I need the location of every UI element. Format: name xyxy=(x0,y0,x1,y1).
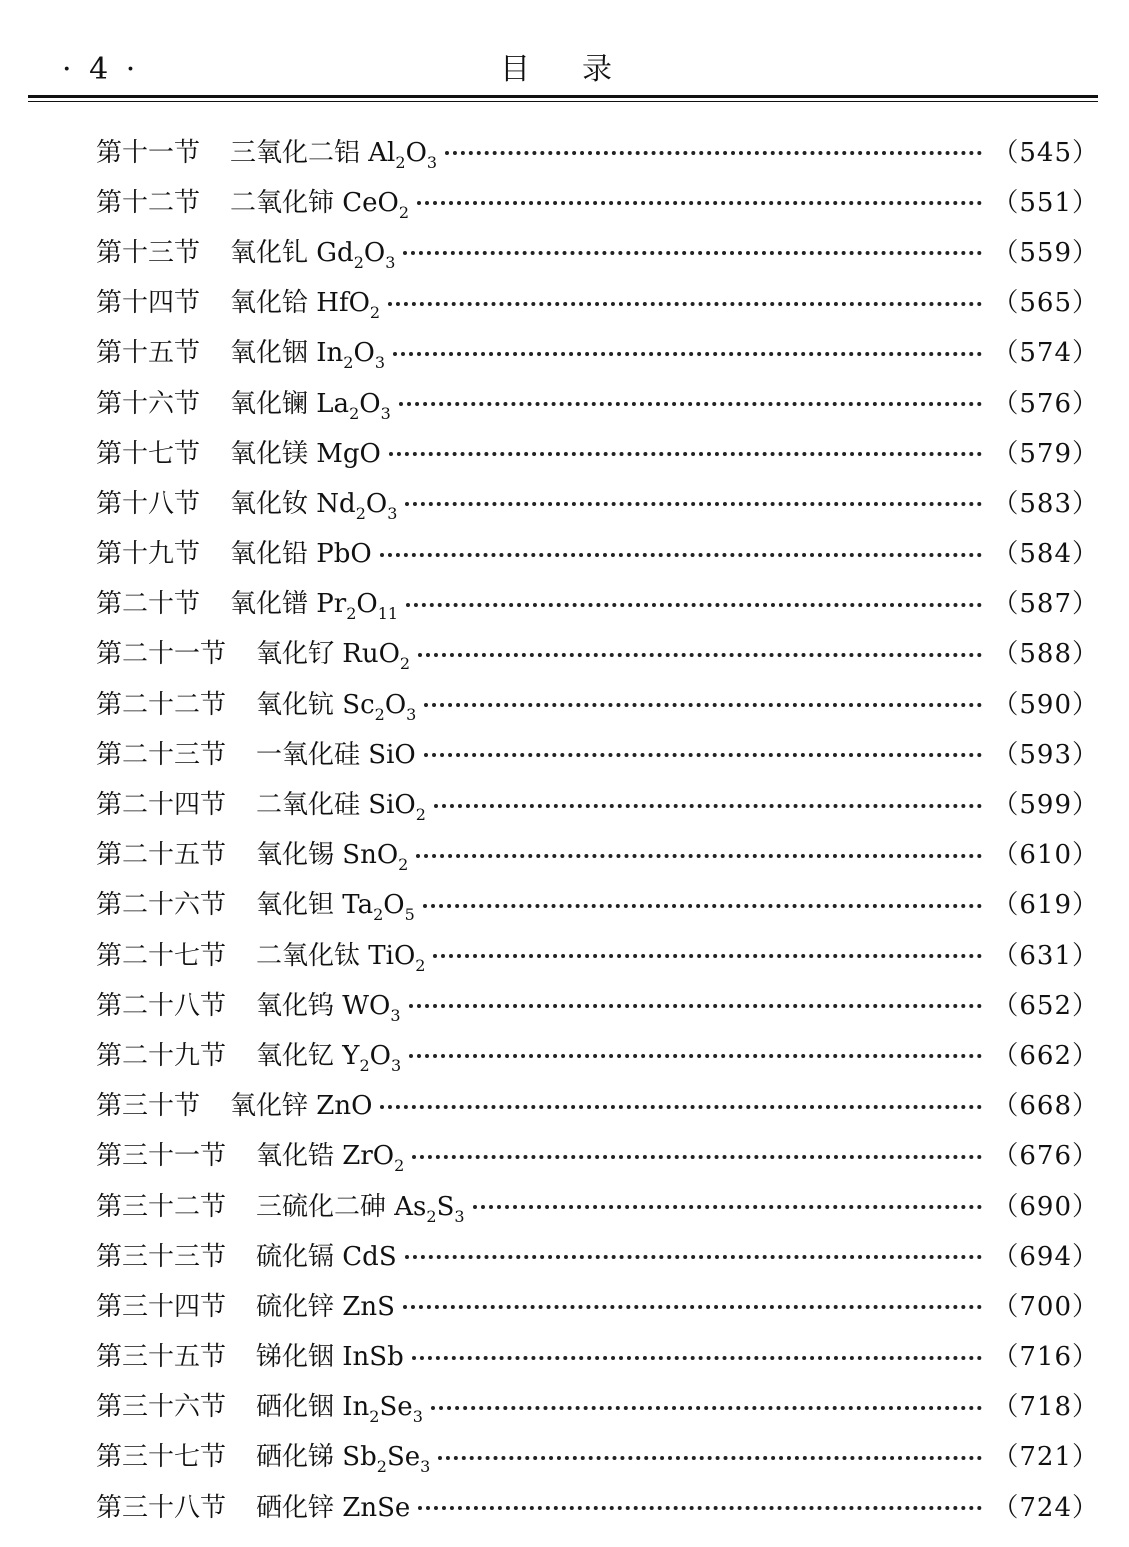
toc-dot-leader xyxy=(409,1054,982,1058)
page-number: · 4 · xyxy=(62,52,140,87)
toc-page-number: （652） xyxy=(992,990,1099,1021)
toc-entry[interactable] xyxy=(0,978,1129,1028)
toc-section-title: 二氧化硅 SiO$_2$ xyxy=(256,790,426,825)
toc-section-title: 硫化镉 CdS xyxy=(256,1241,397,1272)
toc-section-title: 三硫化二砷 $As_2S_3$ xyxy=(256,1191,465,1226)
toc-section-title: 一氧化硅 SiO xyxy=(256,739,416,770)
toc-section-title: 氧化钽 $Ta_2O_5$ xyxy=(256,890,415,925)
toc-page-number: （662） xyxy=(992,1040,1099,1071)
toc-entry[interactable] xyxy=(0,476,1129,526)
toc-entry[interactable] xyxy=(0,125,1129,175)
table-of-contents xyxy=(0,125,1129,1530)
page-header xyxy=(0,0,1129,100)
toc-page-number: （631） xyxy=(992,940,1099,971)
toc-section-number: 第二十四节 xyxy=(96,790,227,821)
toc-section-number: 第二十二节 xyxy=(96,689,227,720)
toc-page-number: （588） xyxy=(992,639,1099,670)
toc-section-title: 氧化镨 $Pr_2O_{11}$ xyxy=(230,589,399,624)
toc-section-number: 第十一节 xyxy=(96,137,201,168)
toc-page-number: （593） xyxy=(992,739,1099,770)
toc-dot-leader xyxy=(412,1155,982,1159)
toc-entry[interactable] xyxy=(0,1330,1129,1380)
toc-page-number: （587） xyxy=(992,589,1099,620)
toc-entry[interactable] xyxy=(0,1179,1129,1229)
toc-page-number: （724） xyxy=(992,1492,1099,1523)
toc-dot-leader xyxy=(424,703,982,707)
toc-page-number: （559） xyxy=(992,237,1099,268)
toc-dot-leader xyxy=(433,954,982,958)
toc-entry[interactable] xyxy=(0,276,1129,326)
toc-page-number: （676） xyxy=(992,1141,1099,1172)
toc-page-number: （700） xyxy=(992,1291,1099,1322)
toc-section-title: 氧化锆 ZrO$_2$ xyxy=(256,1141,405,1176)
toc-section-number: 第三十一节 xyxy=(96,1141,227,1172)
toc-page-number: （721） xyxy=(992,1442,1099,1473)
toc-dot-leader xyxy=(424,753,983,757)
toc-entry[interactable] xyxy=(0,577,1129,627)
toc-entry[interactable] xyxy=(0,1129,1129,1179)
toc-page-number: （599） xyxy=(992,790,1099,821)
toc-dot-leader xyxy=(445,151,982,155)
toc-section-number: 第十六节 xyxy=(96,388,201,419)
toc-section-title: 硒化铟 $In_2Se_3$ xyxy=(256,1392,423,1427)
toc-section-number: 第二十八节 xyxy=(96,990,227,1021)
toc-entry[interactable] xyxy=(0,376,1129,426)
toc-section-title: 氧化铅 PbO xyxy=(230,539,372,570)
toc-section-title: 二氧化钛 TiO$_2$ xyxy=(256,940,426,975)
toc-entry[interactable] xyxy=(0,828,1129,878)
toc-page-number: （694） xyxy=(992,1241,1099,1272)
toc-page-number: （610） xyxy=(992,840,1099,871)
toc-entry[interactable] xyxy=(0,727,1129,777)
toc-section-number: 第三十二节 xyxy=(96,1191,227,1222)
toc-section-number: 第二十六节 xyxy=(96,890,227,921)
toc-page-number: （584） xyxy=(992,539,1099,570)
toc-entry[interactable] xyxy=(0,1279,1129,1329)
toc-page-number: （690） xyxy=(992,1191,1099,1222)
toc-section-number: 第二十一节 xyxy=(96,639,227,670)
toc-dot-leader xyxy=(388,302,982,306)
toc-page-number: （718） xyxy=(992,1392,1099,1423)
toc-section-title: 三氧化二铝 $Al_2O_3$ xyxy=(230,137,438,172)
toc-page-number: （576） xyxy=(992,388,1099,419)
toc-entry[interactable] xyxy=(0,527,1129,577)
toc-section-number: 第三十七节 xyxy=(96,1442,227,1473)
toc-section-number: 第十四节 xyxy=(96,288,201,319)
toc-section-number: 第二十五节 xyxy=(96,840,227,871)
toc-dot-leader xyxy=(405,502,982,506)
toc-dot-leader xyxy=(409,1004,983,1008)
toc-section-title: 氧化镁 MgO xyxy=(230,438,381,469)
toc-section-number: 第二十九节 xyxy=(96,1040,227,1071)
toc-entry[interactable] xyxy=(0,677,1129,727)
toc-dot-leader xyxy=(403,1305,982,1309)
toc-entry[interactable] xyxy=(0,175,1129,225)
toc-section-title: 氧化锡 SnO$_2$ xyxy=(256,840,409,875)
toc-section-title: 氧化钕 $Nd_2O_3$ xyxy=(230,488,398,523)
toc-page-number: （619） xyxy=(992,890,1099,921)
toc-section-number: 第三十八节 xyxy=(96,1492,227,1523)
toc-dot-leader xyxy=(438,1456,982,1460)
toc-section-title: 硒化锌 ZnSe xyxy=(256,1492,411,1523)
toc-dot-leader xyxy=(423,904,983,908)
toc-section-number: 第二十三节 xyxy=(96,739,227,770)
toc-entry[interactable] xyxy=(0,326,1129,376)
toc-page-number: （579） xyxy=(992,438,1099,469)
running-title: 目录 xyxy=(500,52,664,87)
header-rule-thin xyxy=(28,101,1098,102)
toc-dot-leader xyxy=(431,1406,982,1410)
toc-dot-leader xyxy=(380,553,983,557)
toc-section-title: 氧化钆 $Gd_2O_3$ xyxy=(230,237,396,272)
toc-section-title: 氧化铪 HfO$_2$ xyxy=(230,288,381,323)
toc-page-number: （551） xyxy=(992,187,1099,218)
toc-section-number: 第三十三节 xyxy=(96,1241,227,1272)
header-rule-thick xyxy=(28,95,1098,98)
toc-section-title: 氧化钨 $WO_3$ xyxy=(256,990,401,1025)
toc-section-number: 第三十五节 xyxy=(96,1342,227,1373)
toc-entry[interactable] xyxy=(0,1079,1129,1129)
toc-page-number: （565） xyxy=(992,288,1099,319)
toc-dot-leader xyxy=(418,1506,982,1510)
toc-entry[interactable] xyxy=(0,1028,1129,1078)
toc-section-title: 氧化钇 $Y_2O_3$ xyxy=(256,1040,402,1075)
toc-page-number: （545） xyxy=(992,137,1099,168)
toc-section-number: 第十九节 xyxy=(96,539,201,570)
toc-page-number: （590） xyxy=(992,689,1099,720)
toc-section-title: 氧化钪 $Sc_2O_3$ xyxy=(256,689,417,724)
toc-dot-leader xyxy=(417,201,982,205)
toc-section-title: 硒化锑 $Sb_2Se_3$ xyxy=(256,1442,431,1477)
toc-section-title: 氧化钌 RuO$_2$ xyxy=(256,639,411,674)
toc-section-number: 第十二节 xyxy=(96,187,201,218)
toc-section-title: 氧化铟 $In_2O_3$ xyxy=(230,338,385,373)
toc-entry[interactable] xyxy=(0,426,1129,476)
toc-dot-leader xyxy=(412,1356,983,1360)
toc-section-number: 第三十六节 xyxy=(96,1392,227,1423)
toc-dot-leader xyxy=(434,804,982,808)
toc-entry[interactable] xyxy=(0,1430,1129,1480)
toc-dot-leader xyxy=(416,854,982,858)
toc-entry[interactable] xyxy=(0,627,1129,677)
toc-section-number: 第十八节 xyxy=(96,488,201,519)
toc-entry[interactable] xyxy=(0,777,1129,827)
toc-section-number: 第二十节 xyxy=(96,589,201,620)
toc-section-title: 氧化锌 ZnO xyxy=(230,1091,373,1122)
toc-dot-leader xyxy=(393,352,982,356)
toc-page-number: （716） xyxy=(992,1342,1099,1373)
toc-dot-leader xyxy=(403,251,982,255)
toc-section-title: 锑化铟 InSb xyxy=(256,1342,404,1373)
toc-section-number: 第十五节 xyxy=(96,338,201,369)
toc-section-title: 氧化镧 $La_2O_3$ xyxy=(230,388,391,423)
toc-entry[interactable] xyxy=(0,225,1129,275)
toc-entry[interactable] xyxy=(0,1380,1129,1430)
toc-section-number: 第十七节 xyxy=(96,438,201,469)
toc-section-number: 第二十七节 xyxy=(96,940,227,971)
toc-section-title: 硫化锌 ZnS xyxy=(256,1291,395,1322)
toc-page-number: （574） xyxy=(992,338,1099,369)
toc-dot-leader xyxy=(380,1105,982,1109)
toc-dot-leader xyxy=(389,452,982,456)
toc-entry[interactable] xyxy=(0,1229,1129,1279)
toc-entry[interactable] xyxy=(0,1480,1129,1530)
toc-section-title: 二氧化铈 CeO$_2$ xyxy=(230,187,410,222)
toc-section-number: 第三十四节 xyxy=(96,1291,227,1322)
toc-page-number: （668） xyxy=(992,1091,1099,1122)
toc-dot-leader xyxy=(399,402,983,406)
toc-dot-leader xyxy=(405,1255,983,1259)
toc-dot-leader xyxy=(418,653,982,657)
toc-section-number: 第三十节 xyxy=(96,1091,201,1122)
toc-section-number: 第十三节 xyxy=(96,237,201,268)
toc-entry[interactable] xyxy=(0,928,1129,978)
toc-dot-leader xyxy=(406,603,982,607)
toc-dot-leader xyxy=(473,1205,983,1209)
toc-entry[interactable] xyxy=(0,878,1129,928)
toc-page-number: （583） xyxy=(992,488,1099,519)
